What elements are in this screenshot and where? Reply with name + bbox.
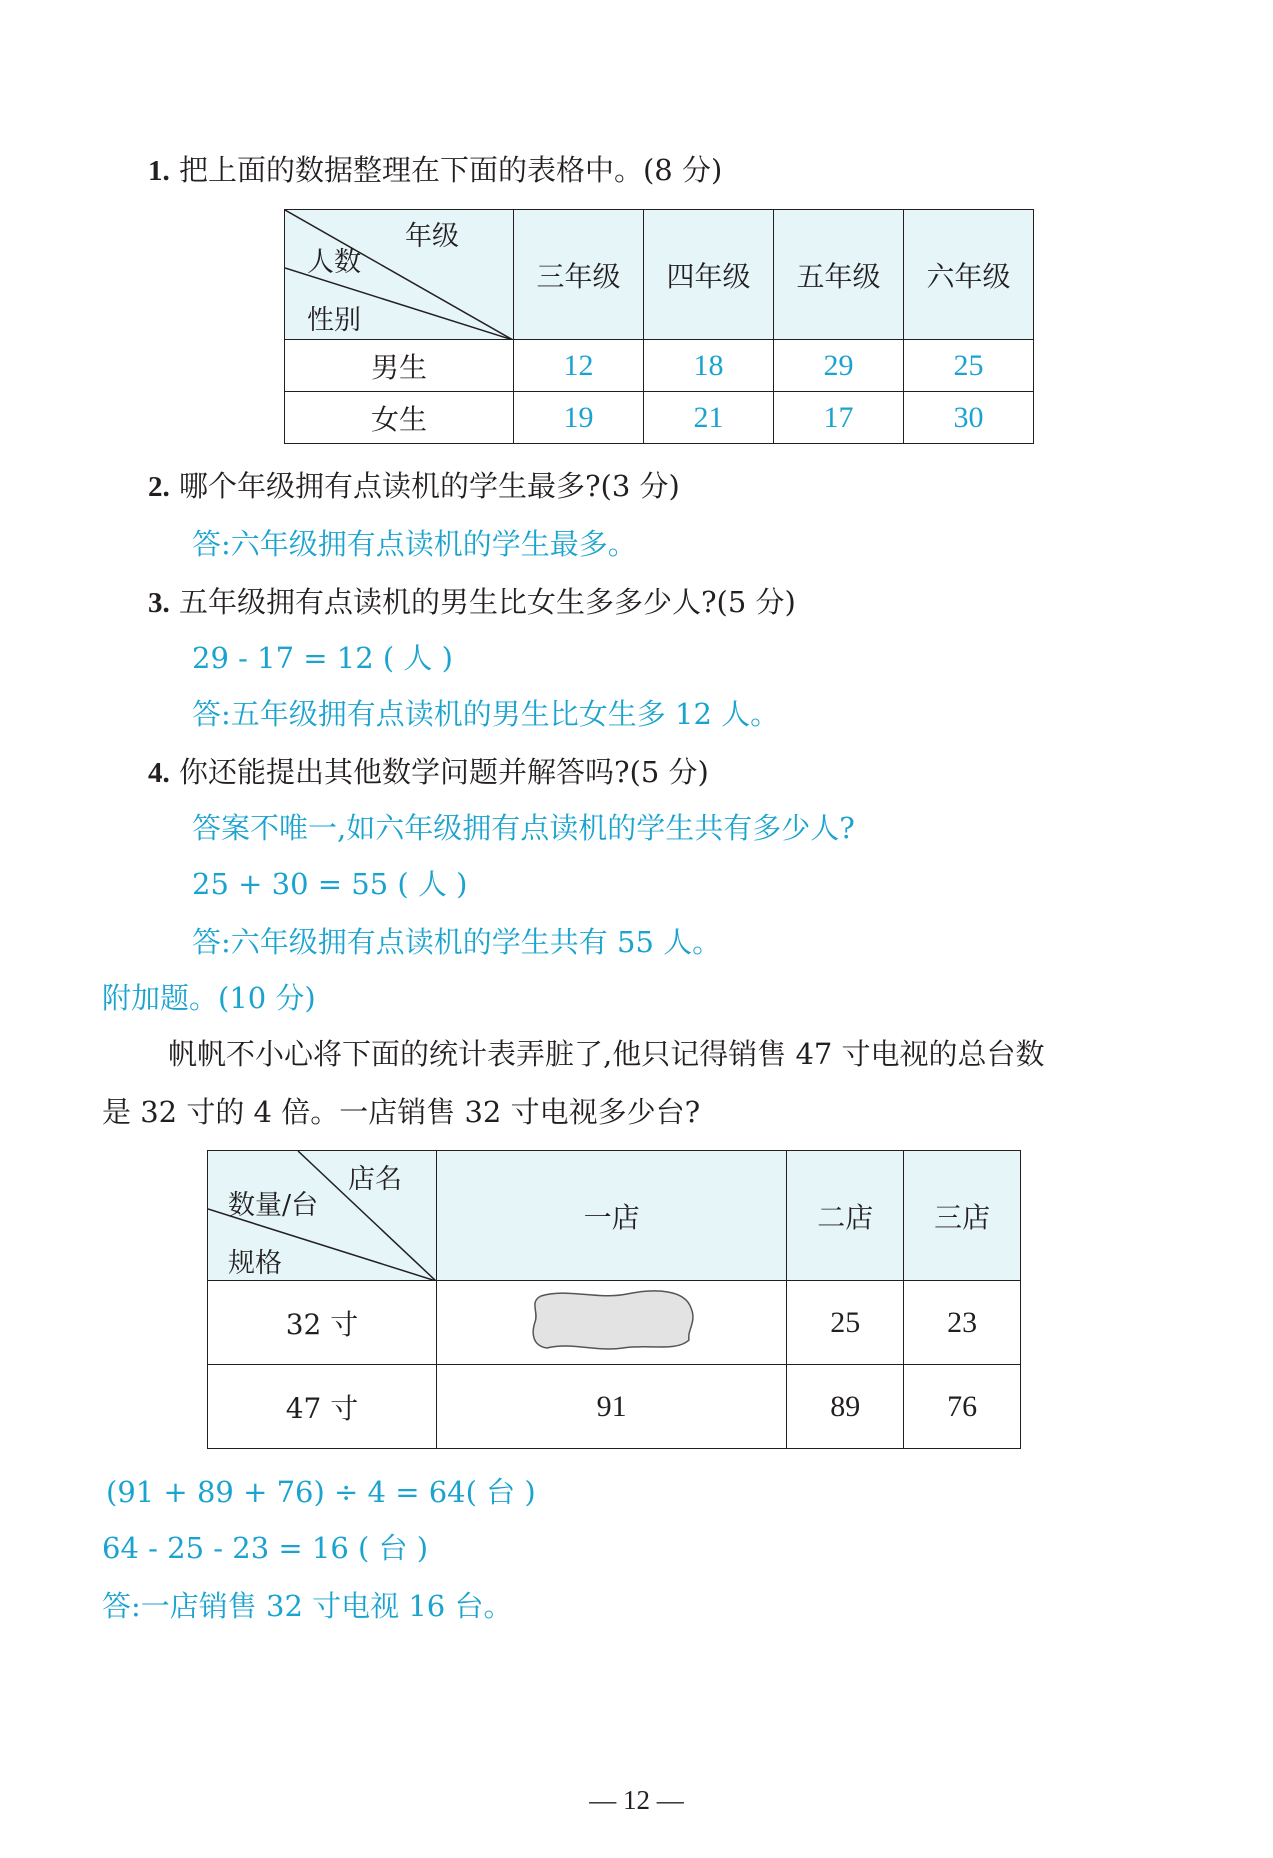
cell-value: 17: [774, 392, 904, 444]
cell-value: 30: [904, 392, 1034, 444]
answer-4: 答:六年级拥有点读机的学生共有 55 人。: [192, 925, 722, 959]
question-text: 你还能提出其他数学问题并解答吗?(5 分): [178, 755, 709, 789]
bonus-formula-2: 64 - 25 - 23 = 16 ( 台 ): [102, 1531, 429, 1565]
cell-value: 89: [787, 1365, 904, 1449]
corner-size-label: 规格: [228, 1248, 282, 1279]
question-2: [148, 468, 680, 505]
header-grade-6: 六年级: [904, 210, 1034, 340]
corner-store-label: 店名: [348, 1164, 402, 1195]
table-row-32-inch: [208, 1281, 1021, 1365]
question-1: [148, 152, 722, 189]
corner-grade-label: 年级: [405, 221, 459, 252]
table-corner-cell: [285, 210, 514, 340]
cell-value: 12: [514, 340, 644, 392]
formula-3: 29 - 17 = 12 ( 人 ): [192, 641, 453, 675]
cell-value: 76: [904, 1365, 1021, 1449]
cell-value: 21: [644, 392, 774, 444]
question-number: 2.: [148, 471, 170, 503]
table-row-47-inch: [208, 1365, 1021, 1449]
row-label: 男生: [285, 340, 514, 392]
bonus-title: 附加题。(10 分): [102, 981, 316, 1015]
corner-count-label: 人数: [307, 247, 361, 278]
tv-sales-table: [207, 1150, 1021, 1449]
question-text: 哪个年级拥有点读机的学生最多?(3 分): [178, 469, 680, 503]
question-text: 五年级拥有点读机的男生比女生多多少人?(5 分): [178, 585, 796, 619]
formula-4: 25 + 30 = 55 ( 人 ): [192, 867, 468, 901]
bonus-formula-1: (91 + 89 + 76) ÷ 4 = 64( 台 ): [106, 1475, 536, 1509]
cell-value: 19: [514, 392, 644, 444]
row-label: 女生: [285, 392, 514, 444]
cell-value: 25: [787, 1281, 904, 1365]
bonus-text-line-2: 是 32 寸的 4 倍。一店销售 32 寸电视多少台?: [102, 1095, 701, 1129]
header-store-3: 三店: [904, 1151, 1021, 1281]
header-grade-4: 四年级: [644, 210, 774, 340]
cell-value: 18: [644, 340, 774, 392]
header-store-1: 一店: [437, 1151, 787, 1281]
answer-2: 答:六年级拥有点读机的学生最多。: [192, 527, 637, 561]
row-label: 47 寸: [208, 1365, 437, 1449]
row-label: 32 寸: [208, 1281, 437, 1365]
corner-quantity-label: 数量/台: [228, 1190, 319, 1221]
cell-value: 91: [437, 1365, 787, 1449]
table-row-girls: [285, 392, 1034, 444]
page-number: — 12 —: [589, 1785, 684, 1815]
bonus-answer: 答:一店销售 32 寸电视 16 台。: [102, 1589, 513, 1623]
header-grade-5: 五年级: [774, 210, 904, 340]
corner-gender-label: 性别: [307, 305, 361, 336]
question-number: 1.: [148, 155, 170, 187]
answer-note-4: 答案不唯一,如六年级拥有点读机的学生共有多少人?: [192, 811, 855, 845]
grade-gender-table: [284, 209, 1034, 444]
question-3: [148, 584, 796, 621]
smudge-blot: [527, 1286, 697, 1352]
question-number: 4.: [148, 757, 170, 789]
cell-value: 25: [904, 340, 1034, 392]
smudged-cell: [437, 1281, 787, 1365]
header-grade-3: 三年级: [514, 210, 644, 340]
table-row-boys: [285, 340, 1034, 392]
header-store-2: 二店: [787, 1151, 904, 1281]
answer-3: 答:五年级拥有点读机的男生比女生多 12 人。: [192, 697, 780, 731]
cell-value: 23: [904, 1281, 1021, 1365]
question-text: 把上面的数据整理在下面的表格中。(8 分): [178, 153, 723, 187]
cell-value: 29: [774, 340, 904, 392]
question-number: 3.: [148, 587, 170, 619]
question-4: [148, 754, 709, 791]
table-corner-cell: [208, 1151, 437, 1281]
bonus-text-line-1: 帆帆不小心将下面的统计表弄脏了,他只记得销售 47 寸电视的总台数: [168, 1037, 1045, 1071]
